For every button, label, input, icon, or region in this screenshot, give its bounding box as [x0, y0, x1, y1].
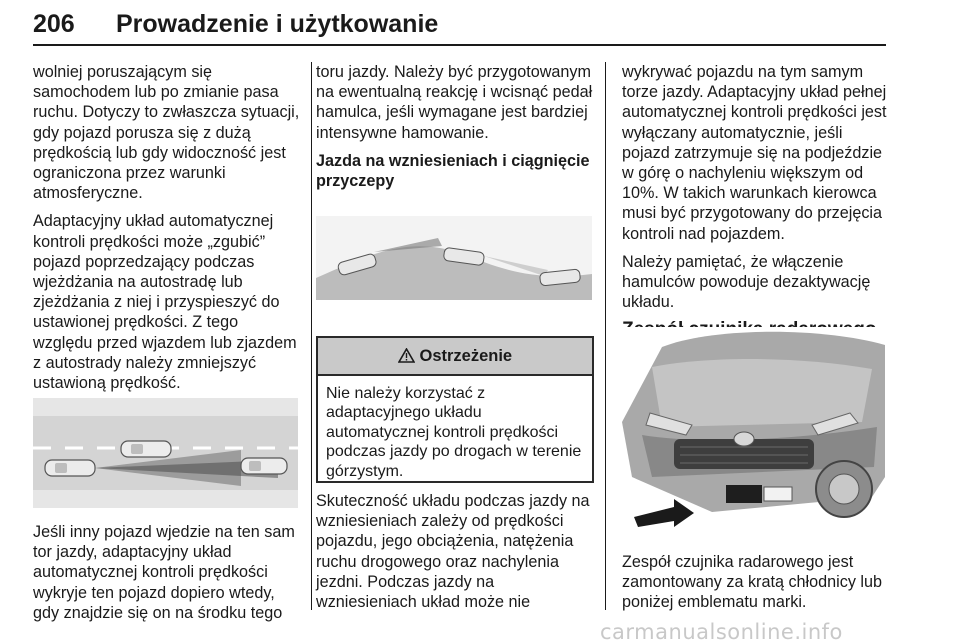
- radar-sensor-car-illustration: [622, 327, 885, 533]
- paragraph: Zespół czujnika radarowego jest zamontowany za kratą chłodnicy lub poniżej emblematu marki.: [622, 553, 883, 612]
- paragraph: wykrywać pojazdu na tym samym torze jazdy. Adaptacyjny układ pełnej automatycznej kontroli prędkości jest wyłączany automatycznie, jeśli pojazd zatrzymuje się na podjeździe w górę o nachyleniu większym od 10%. W takich warunkach kierowca musi być przygotowany do przejęcia kontroli nad pojazdem.: [622, 63, 887, 243]
- paragraph: Należy pamiętać, że włączenie hamulców powoduje dezaktywację układu.: [622, 252, 871, 312]
- column-2: [316, 62, 594, 199]
- column-divider: [311, 62, 312, 610]
- column-2-continued: [316, 491, 594, 620]
- warning-text: Nie należy korzystać z adaptacyjnego układu automatycznej kontroli prędkości podczas jazdy po drogach w terenie górzystym.: [326, 385, 582, 480]
- warning-header: [318, 338, 592, 376]
- paragraph: Jeśli inny pojazd wjedzie na ten sam tor jazdy, adaptacyjny układ automatycznej kontroli prędkości wykryje ten pojazd dopiero wtedy, gdy znajdzie się on na środku tego: [33, 523, 295, 622]
- paragraph: wolniej poruszającym się samochodem lub po zmianie pasa ruchu. Dotyczy to zwłaszcza sytuacji, gdy pojazd porusza się z dużą prędkością lub gdy widoczność jest ograniczona przez warunki atmosferyczne.: [33, 63, 300, 203]
- lane-change-illustration: [33, 398, 298, 508]
- section-heading: Jazda na wzniesieniach i ciągnięcie przyczepy: [316, 151, 590, 191]
- paragraph: Skuteczność układu podczas jazdy na wzniesieniach zależy od prędkości pojazdu, jego obciążenia, natężenia ruchu drogowego oraz nachylenia jezdni. Podczas jazdy na wzniesieniach układ może nie: [316, 492, 590, 612]
- hill-driving-illustration: [316, 216, 592, 300]
- warning-title: Ostrzeżenie: [419, 347, 513, 365]
- warning-triangle-icon: [398, 347, 420, 365]
- page-header: [33, 4, 886, 48]
- column-divider: [605, 62, 606, 610]
- column-3: [622, 62, 892, 349]
- paragraph: toru jazdy. Należy być przygotowanym na ewentualną reakcję i wcisnąć pedał hamulca, jeśli wymagane jest bardziej intensywne hamowanie.: [316, 63, 593, 142]
- watermark: carmanualsonline.info: [600, 620, 843, 644]
- column-1-continued: [33, 522, 301, 631]
- page-number: 206: [33, 10, 75, 38]
- paragraph: Adaptacyjny układ automatycznej kontroli prędkości może „zgubić” pojazd poprzedzający podczas wjeżdżania na autostradę lub zjeżdżania z niej i przyspieszyć do ustawionej prędkości. Z tego względu przed wjazdem lub zjazdem z autostrady należy zmniejszyć ustawioną prędkość.: [33, 212, 297, 393]
- column-3-continued: [622, 552, 892, 621]
- column-1: [33, 62, 301, 429]
- header-rule: [33, 44, 886, 46]
- page-title: Prowadzenie i użytkowanie: [116, 10, 439, 38]
- warning-box: [316, 336, 594, 483]
